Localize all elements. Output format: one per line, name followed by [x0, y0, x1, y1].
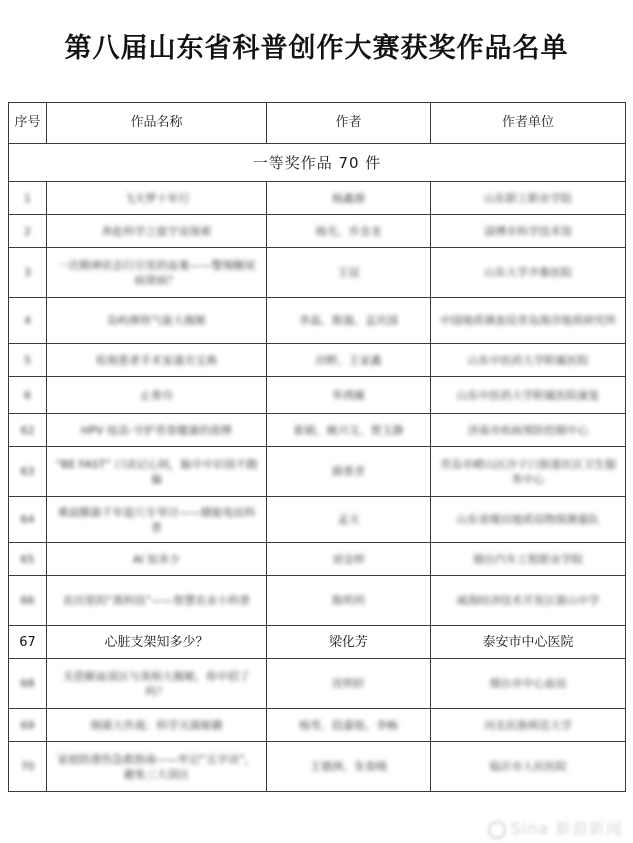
cell-author: 李晶、陈强、孟庆国	[267, 298, 431, 344]
cell-work-name: 检视患者手术室通关宝典	[47, 344, 267, 377]
table-header-row	[9, 103, 626, 144]
cell-author-unit: 中国地质调查局青岛海洋地质研究所	[431, 298, 626, 344]
cell-author: 杨鑫源	[267, 182, 431, 215]
table-row	[9, 626, 626, 659]
cell-author: 杨雪、段嘉铭、李畅	[267, 709, 431, 742]
table-row	[9, 447, 626, 497]
cell-author-unit: 烟台汽车工程职业学院	[431, 543, 626, 576]
cell-number: 3	[9, 248, 47, 298]
table-row	[9, 497, 626, 543]
cell-author-unit: 淄博市科学技术馆	[431, 215, 626, 248]
cell-number: 66	[9, 576, 47, 626]
cell-number: 70	[9, 742, 47, 792]
cell-number: 1	[9, 182, 47, 215]
cell-author: 毕鸿雁	[267, 377, 431, 414]
cell-author-unit: 山东职工职业学院	[431, 182, 626, 215]
cell-work-name: 细菌大作战：科学灭菌秘籍	[47, 709, 267, 742]
cell-author: 沈明轩	[267, 659, 431, 709]
cell-number: 2	[9, 215, 47, 248]
header-work-name: 作品名称	[47, 103, 267, 144]
table-row	[9, 344, 626, 377]
table-row	[9, 414, 626, 447]
cell-author-unit: 河北民族师范大学	[431, 709, 626, 742]
cell-work-name: 一次精神状态行引发的血案——警惕糖尿病肾病？	[47, 248, 267, 298]
cell-author-unit: 山东中医药大学附属医院	[431, 344, 626, 377]
cell-author: 杨光、乔金龙	[267, 215, 431, 248]
cell-author-unit: 烟台市中心血站	[431, 659, 626, 709]
cell-author-unit: 临沂市人民医院	[431, 742, 626, 792]
cell-author: 王冠	[267, 248, 431, 298]
cell-work-name: 乘面膜最千年盐穴专导讨——储能电站科普	[47, 497, 267, 543]
cell-author: 孟天	[267, 497, 431, 543]
cell-author: 崔娟、姚兴文、贾玉静	[267, 414, 431, 447]
cell-number: 6	[9, 377, 47, 414]
header-author: 作者	[267, 103, 431, 144]
cell-number: 65	[9, 543, 47, 576]
cell-work-name: 心脏支架知多少？	[47, 626, 267, 659]
cell-work-name: HPV 疫苗-守护青春健康的盾牌	[47, 414, 267, 447]
cell-author: 薛香青	[267, 447, 431, 497]
section-row	[9, 144, 626, 182]
cell-number: 4	[9, 298, 47, 344]
cell-author-unit: 青岛市崂山区沙子口街道社区卫生服务中心	[431, 447, 626, 497]
cell-author: 田野、王家鑫	[267, 344, 431, 377]
cell-work-name: 农田里的“黑科技”——智慧农业小科普	[47, 576, 267, 626]
table-row	[9, 215, 626, 248]
cell-author: 陈明玥	[267, 576, 431, 626]
header-number: 序号	[9, 103, 47, 144]
cell-author-unit: 山东中医药大学附属医院康复	[431, 377, 626, 414]
cell-author: 刘金梓	[267, 543, 431, 576]
cell-work-name: 家庭防滑伤急救指南——牢记“五字诀”，避免三大误区	[47, 742, 267, 792]
watermark-text: Sina 新浪新闻	[510, 819, 623, 838]
awards-table	[8, 102, 626, 792]
table-body	[9, 182, 626, 792]
cell-author-unit: 山东大学齐鲁医院	[431, 248, 626, 298]
cell-author: 梁化芳	[267, 626, 431, 659]
table-row	[9, 377, 626, 414]
table-row	[9, 576, 626, 626]
cell-work-name: “BE FAST” 口诀记心间，脑卒中识别不跑偏	[47, 447, 267, 497]
table-row	[9, 742, 626, 792]
watermark	[488, 816, 623, 839]
header-author-unit: 作者单位	[431, 103, 626, 144]
cell-work-name: 飞天梦十年行	[47, 182, 267, 215]
section-title: 一等奖作品 70 件	[9, 144, 626, 182]
cell-author-unit: 泰安市中心医院	[431, 626, 626, 659]
cell-author: 王德洲、朱春晓	[267, 742, 431, 792]
cell-work-name: 奔赴科学之旅宇宙探索	[47, 215, 267, 248]
cell-number: 63	[9, 447, 47, 497]
cell-author-unit: 山东省煤田地质局物探测量队	[431, 497, 626, 543]
cell-work-name: 无偿献血误区与真相大揭秘，你中招了吗？	[47, 659, 267, 709]
cell-number: 68	[9, 659, 47, 709]
cell-author-unit: 威海经济技术开发区崮山中学	[431, 576, 626, 626]
cell-number: 64	[9, 497, 47, 543]
cell-work-name: 岛屿弹铁气旋大揭秘	[47, 298, 267, 344]
cell-number: 69	[9, 709, 47, 742]
cell-work-name: 止骨功	[47, 377, 267, 414]
table-row	[9, 543, 626, 576]
cell-number: 67	[9, 626, 47, 659]
cell-number: 5	[9, 344, 47, 377]
cell-author-unit: 济南市疾病预防控制中心	[431, 414, 626, 447]
table-row	[9, 248, 626, 298]
table-row	[9, 709, 626, 742]
table-row	[9, 182, 626, 215]
page-title: 第八届山东省科普创作大赛获奖作品名单	[64, 33, 569, 64]
table-row	[9, 659, 626, 709]
table-row	[9, 298, 626, 344]
sina-logo-icon	[488, 821, 506, 839]
cell-number: 62	[9, 414, 47, 447]
cell-work-name: AI 知多少	[47, 543, 267, 576]
